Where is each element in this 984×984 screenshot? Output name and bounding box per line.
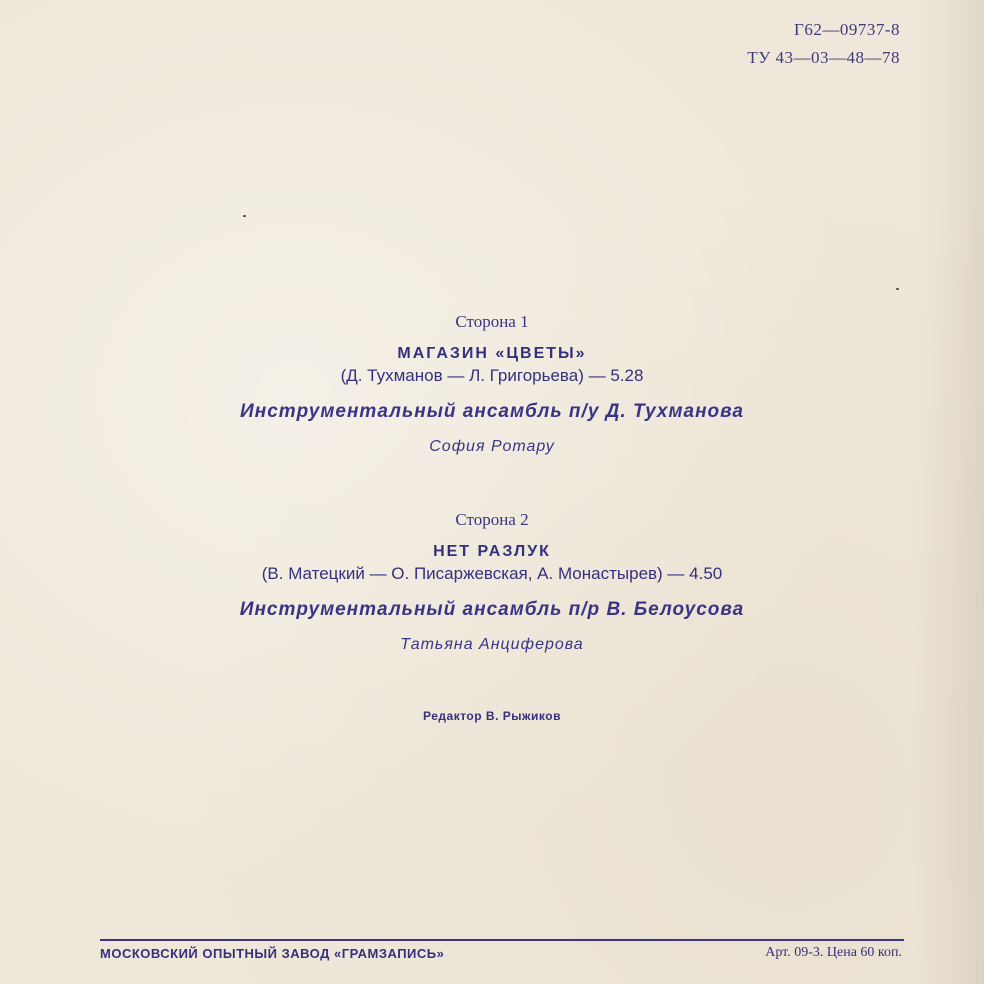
side-2-credits: (В. Матецкий — О. Писаржевская, А. Монастырев) — 4.50	[261, 564, 723, 583]
side-2-singer: Татьяна Анциферова	[400, 636, 584, 653]
side-1-singer: София Ротару	[429, 438, 555, 455]
side-2-label: Сторона 2	[455, 510, 529, 529]
technical-standard: ТУ 43—03—48—78	[747, 48, 900, 67]
side-1-ensemble: Инструментальный ансамбль п/у Д. Тухманова	[240, 401, 744, 422]
side-1-title: МАГАЗИН «ЦВЕТЫ»	[397, 345, 587, 362]
paper-speck	[243, 215, 246, 217]
paper-crease	[914, 0, 984, 984]
footer-rule	[100, 939, 904, 941]
side-1-credits: (Д. Тухманов — Л. Григорьева) — 5.28	[340, 366, 644, 385]
article-price: Арт. 09-3. Цена 60 коп.	[765, 945, 902, 960]
side-2-title: НЕТ РАЗЛУК	[433, 543, 551, 560]
editor-credit: Редактор В. Рыжиков	[423, 709, 561, 723]
side-1-label: Сторона 1	[455, 312, 529, 331]
catalog-number: Г62—09737-8	[794, 20, 900, 39]
manufacturer-name: МОСКОВСКИЙ ОПЫТНЫЙ ЗАВОД «ГРАМЗАПИСЬ»	[100, 946, 445, 961]
side-2-ensemble: Инструментальный ансамбль п/р В. Белоусова	[239, 599, 745, 620]
paper-speck	[896, 288, 899, 290]
